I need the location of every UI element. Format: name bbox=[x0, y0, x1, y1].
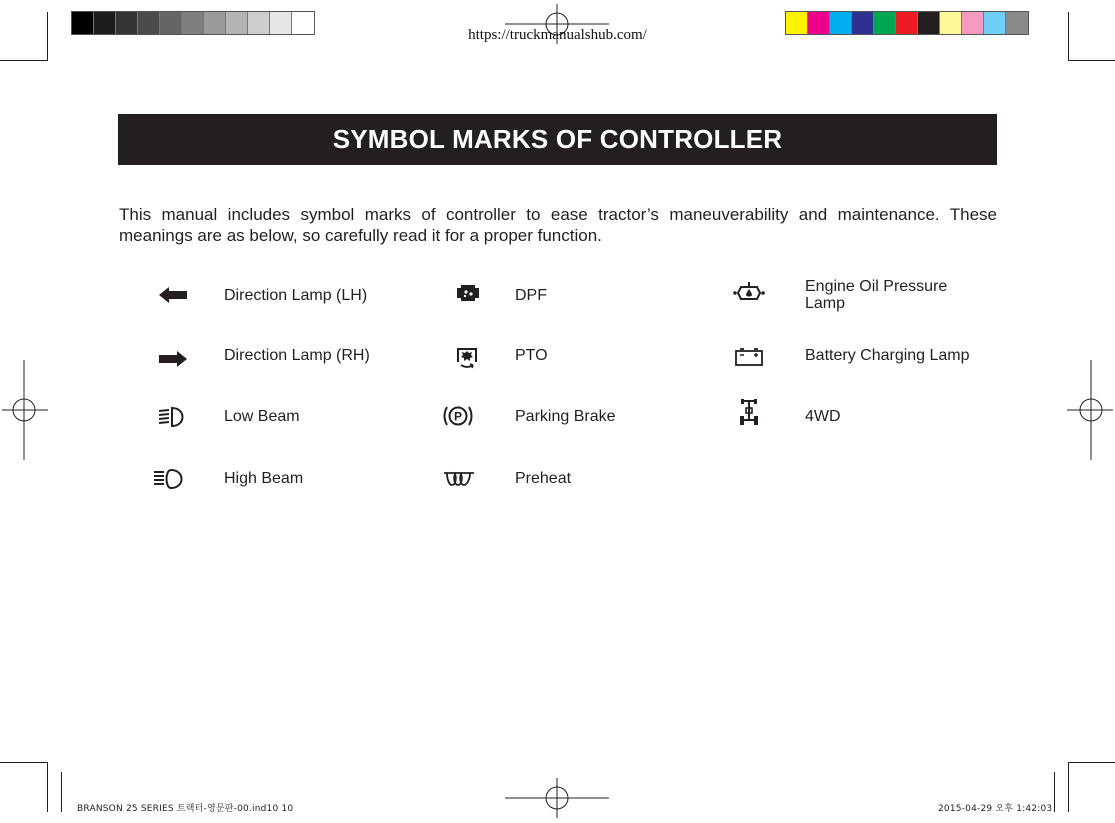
footer-timestamp: 2015-04-29 오후 1:42:03 bbox=[938, 804, 1053, 814]
symbol-label: High Beam bbox=[224, 470, 304, 487]
arrow-right-icon bbox=[156, 345, 190, 373]
page-title: SYMBOL MARKS OF CONTROLLER bbox=[118, 114, 997, 165]
symbol-label: Direction Lamp (LH) bbox=[224, 287, 368, 304]
footer-file-info: BRANSON 25 SERIES 트랙터-영문판-00.ind10 10 bbox=[77, 804, 294, 814]
low-beam-icon bbox=[156, 403, 190, 431]
svg-text:P: P bbox=[453, 409, 463, 424]
symbol-label: Preheat bbox=[515, 470, 572, 487]
high-beam-icon bbox=[152, 465, 186, 493]
arrow-left-icon bbox=[156, 281, 190, 309]
symbol-label: Direction Lamp (RH) bbox=[224, 347, 370, 364]
four-wd-icon bbox=[732, 398, 766, 426]
symbol-label: Engine Oil Pressure Lamp bbox=[805, 278, 948, 312]
symbol-label: 4WD bbox=[805, 408, 841, 425]
symbol-label: Battery Charging Lamp bbox=[805, 347, 970, 364]
registration-mark-right bbox=[1067, 360, 1113, 460]
oil-pressure-icon bbox=[732, 279, 766, 307]
registration-mark-bottom bbox=[505, 778, 609, 818]
symbol-label: PTO bbox=[515, 347, 548, 364]
symbol-label: Parking Brake bbox=[515, 408, 616, 425]
intro-paragraph: This manual includes symbol marks of controller to ease tractor’s maneuverability and maintenance. These meanings are as below, so carefully read it for a proper function. bbox=[119, 205, 997, 245]
dpf-icon bbox=[451, 279, 485, 307]
symbol-label: Low Beam bbox=[224, 408, 300, 425]
parking-brake-icon bbox=[441, 402, 475, 430]
registration-mark-left bbox=[2, 360, 48, 460]
symbol-label: DPF bbox=[515, 287, 547, 304]
pto-icon bbox=[450, 343, 484, 371]
source-url[interactable]: https://truckmanualshub.com/ bbox=[468, 27, 647, 43]
battery-icon bbox=[732, 343, 766, 371]
preheat-icon bbox=[442, 465, 476, 493]
